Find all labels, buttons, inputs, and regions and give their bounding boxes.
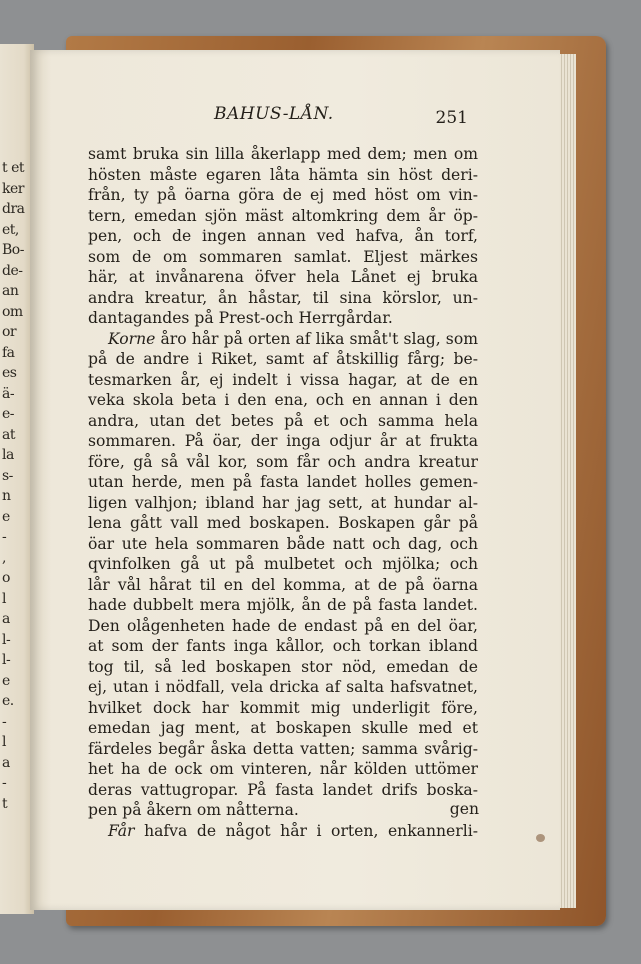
text-line: pen på åkern om nåtterna. [88, 801, 299, 819]
text-line: dantagandes på Prest-och Herrgårdar. [88, 309, 393, 327]
text-line: tesmarken år, ej indelt i vissa hagar, at de en [88, 370, 478, 389]
text-line: här, at invånarena öfver hela Lånet ej bruka [88, 268, 478, 286]
text-line: från, ty på öarna göra de ej med höst om vin- [88, 186, 478, 204]
left-page-fragment: l [2, 590, 6, 607]
left-page-fragment: at [2, 426, 15, 443]
left-page-fragment: t [2, 795, 8, 812]
paper-stain [536, 834, 545, 842]
text-line: andra, utan det betes på et och samma hela [88, 411, 478, 430]
text-line: Den olågenheten hade de endast på en del öar, [88, 616, 478, 635]
left-page-fragment: es [2, 365, 17, 381]
text-line [88, 329, 478, 350]
body-text [88, 144, 478, 841]
left-page-fragment: Bo- [2, 242, 24, 258]
left-page-fragment: s- [2, 467, 13, 484]
text-line: lena gått vall med boskapen. Boskapen går på [88, 514, 478, 532]
text-line: sommaren. På öar, der inga odjur år at frukta [88, 432, 478, 450]
left-page-fragment: - [2, 775, 7, 791]
text-line: ej, utan i nödfall, vela dricka af salta hafsvatnet, [88, 678, 478, 696]
running-head: BAHUS-LÅN. [214, 104, 334, 124]
page-header [88, 104, 468, 130]
text-run: hafva de något hår i orten, enkannerli- [134, 821, 478, 840]
left-page-fragment: om [2, 303, 23, 320]
left-page-fragment: l [2, 734, 6, 750]
left-page-fragment: n [2, 488, 11, 504]
left-page-edge [0, 44, 34, 914]
left-page-fragment: e [2, 508, 10, 525]
text-line [88, 821, 478, 842]
italic-word: Korne [108, 329, 156, 348]
text-line: emedan jag ment, at boskapen skulle med et [88, 719, 478, 737]
text-line: andra kreatur, ån håstar, til sina körslor, un- [88, 288, 478, 307]
left-page-fragment: l- [2, 652, 11, 668]
left-page-fragment: a [2, 754, 10, 771]
text-line: qvinfolken gå ut på mulbetet och mjölka; och [88, 555, 478, 573]
left-page-fragment: , [2, 549, 6, 566]
text-line: lår vål hårat til en del komma, at de på öarna [88, 575, 478, 594]
italic-word: Får [108, 821, 135, 840]
paragraph-1 [88, 144, 478, 329]
text-line: öar ute hela sommaren både natt och dag, och [88, 534, 478, 553]
text-line: tern, emedan sjön mäst altomkring dem år öp- [88, 206, 478, 225]
paragraph-2 [88, 329, 478, 821]
text-line: före, gå så vål kor, som får och andra kreatur [88, 452, 478, 471]
left-page-fragment: ä- [2, 385, 15, 402]
text-line: ligen valhjon; ibland har jag sett, at hundar al- [88, 493, 478, 512]
text-line: deras vattugropar. På fasta landet drifs boska- [88, 780, 478, 799]
page-number: 251 [435, 108, 468, 128]
left-page-fragment: a [2, 611, 10, 627]
paragraph-3 [88, 821, 478, 842]
left-page-fragment: fa [2, 344, 15, 361]
left-page-fragment: l- [2, 631, 11, 648]
text-run: åro hår på orten af lika småt't slag, som [155, 329, 478, 348]
text-line: het ha de ock om vinteren, når kölden uttömer [88, 760, 478, 778]
text-line: som de om sommaren samlat. Eljest märkes [88, 247, 478, 266]
text-line: samt bruka sin lilla åkerlapp med dem; men om [88, 145, 478, 163]
left-page-fragment: et, [2, 221, 19, 238]
text-line: pen, och de ingen annan ved hafva, ån torf, [88, 227, 478, 245]
left-page-fragment: an [2, 283, 19, 299]
left-page-fragment: or [2, 324, 17, 340]
left-page-fragment: ker [2, 180, 24, 197]
left-page-fragment: la [2, 447, 14, 463]
text-line: utan herde, men på fasta landet holles gemen- [88, 473, 478, 491]
left-page-fragment: de- [2, 262, 23, 279]
left-page-fragment: e- [2, 406, 15, 422]
text-line: veka skola beta i den ena, och en annan i den [88, 391, 478, 409]
text-line: at som der fants inga kållor, och torkan ibland [88, 637, 478, 655]
text-line: tog til, så led boskapen stor nöd, emedan de [88, 657, 478, 676]
text-line: hade dubbelt mera mjölk, ån de på fasta landet. [88, 596, 478, 614]
text-line: på de andre i Riket, samt af åtskillig fårg; be- [88, 350, 478, 368]
left-page-fragment: t et [2, 160, 24, 176]
left-page-fragment: - [2, 713, 7, 730]
left-page-fragment: e. [2, 693, 14, 709]
left-page-fragment: e [2, 672, 10, 689]
text-line: hösten måste egaren låta hämta sin höst deri- [88, 165, 478, 184]
text-line: hvilket dock har kommit mig underligit före, [88, 698, 478, 717]
left-page-fragment: - [2, 529, 7, 545]
left-page-fragment: dra [2, 201, 25, 217]
text-line: färdeles begår åska detta vatten; samma svårig- [88, 739, 478, 758]
left-page-fragment: o [2, 570, 10, 586]
catchword: gen [449, 800, 479, 818]
